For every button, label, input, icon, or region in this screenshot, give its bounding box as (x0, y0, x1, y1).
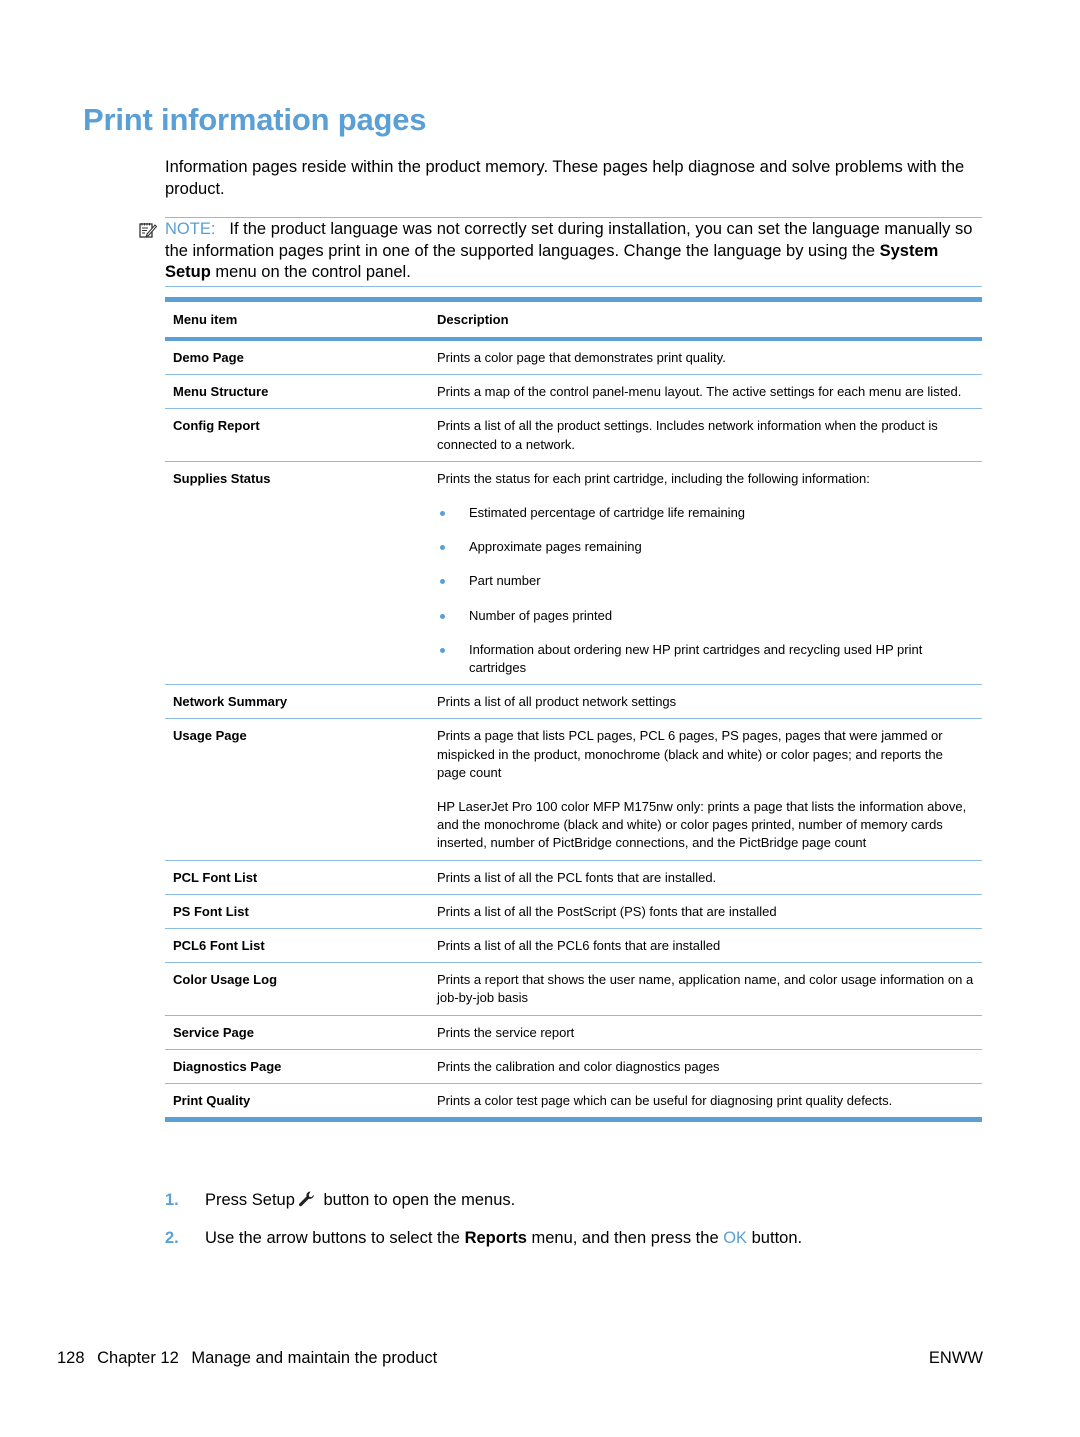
row-description: Prints a color page that demonstrates print quality. (437, 350, 726, 365)
row-description: Prints a report that shows the user name, application name, and color usage information on a job-by-job basis (437, 972, 974, 1006)
chapter-title: Manage and maintain the product (191, 1349, 438, 1367)
row-description: Prints a list of all the PCL6 fonts that are installed (437, 938, 721, 954)
bullet-item (437, 641, 974, 677)
note-pencil-icon (139, 222, 157, 238)
table-row (165, 963, 982, 1015)
row-item: PCL6 Font List (173, 938, 265, 954)
row-description: Prints the calibration and color diagnostics pages (437, 1058, 720, 1074)
row-description: Prints the status for each print cartridge, including the following information: (437, 470, 870, 486)
step-text: Press Setup (205, 1191, 295, 1209)
row-item: Network Summary (173, 694, 288, 710)
intro-paragraph: Information pages reside within the product memory. These pages help diagnose and solve problems with the product. (165, 158, 965, 198)
row-item: PCL Font List (173, 869, 258, 885)
page-number: 128 (57, 1349, 85, 1367)
menu-items-table (165, 297, 982, 1122)
table-row (165, 929, 982, 963)
steps-list (165, 1190, 995, 1266)
table-row (165, 685, 982, 719)
table-row (165, 1016, 982, 1050)
step-2 (165, 1228, 995, 1266)
page-title: Print information pages (83, 102, 427, 137)
row-description: Prints a color test page which can be useful for diagnosing print quality defects. (437, 1093, 893, 1109)
step-number: 1. (165, 1191, 179, 1209)
row-item: Demo Page (173, 350, 244, 365)
bullet-item (437, 607, 974, 625)
row-item: Menu Structure (173, 384, 269, 400)
table-row (165, 719, 982, 860)
row-item: Usage Page (173, 728, 247, 744)
header-description: Description (437, 312, 509, 327)
page-footer (57, 1349, 983, 1368)
step-1 (165, 1190, 995, 1228)
header-menu-item: Menu item (173, 312, 238, 327)
row-item: Supplies Status (173, 470, 271, 486)
reports-menu-label: Reports (464, 1229, 527, 1247)
row-description: Prints a list of all product network settings (437, 694, 677, 710)
bullet-text: Estimated percentage of cartridge life remaining (469, 505, 746, 521)
supplies-bullet-list (437, 504, 974, 677)
chapter-label: Chapter 12 (97, 1349, 179, 1367)
note-box (165, 217, 982, 287)
wrench-icon (298, 1190, 316, 1208)
row-description: Prints a list of all the PCL fonts that are installed. (437, 869, 717, 885)
table-header (165, 302, 982, 341)
row-description-m175nw: HP LaserJet Pro 100 color MFP M175nw only: prints a page that lists the information above, and the monochrome (black and white) or color pages printed, number of memory cards inserted, number of PictBridge connections, and the PictBridge page count (437, 799, 967, 851)
locale-code: ENWW (928, 1349, 983, 1367)
bullet-dot-icon (440, 614, 445, 619)
row-item: Config Report (173, 418, 260, 434)
row-item: Diagnostics Page (173, 1058, 282, 1074)
note-label: NOTE: (165, 220, 216, 238)
bullet-text: Approximate pages remaining (469, 539, 642, 555)
row-description: Prints the service report (437, 1024, 575, 1040)
row-item: Print Quality (173, 1093, 251, 1109)
step-text: button to open the menus. (318, 1191, 516, 1209)
bullet-text: Number of pages printed (469, 607, 613, 623)
bullet-dot-icon (440, 579, 445, 584)
row-description: Prints a list of all the PostScript (PS) fonts that are installed (437, 903, 777, 919)
table-row (165, 1084, 982, 1122)
table-row (165, 409, 982, 461)
bullet-dot-icon (440, 511, 445, 516)
row-description: Prints a list of all the product settings. Includes network information when the product is connected to a network. (437, 418, 938, 452)
bullet-item (437, 538, 974, 556)
row-item: Service Page (173, 1024, 254, 1040)
table-row (165, 861, 982, 895)
bullet-dot-icon (440, 545, 445, 550)
table-row (165, 1050, 982, 1084)
step-text: Use the arrow buttons to select the (205, 1229, 465, 1247)
note-text-before: If the product language was not correctly set during installation, you can set the language manually so the information pages print in one of the supported languages. Change the language by using the (165, 220, 973, 260)
table-row (165, 462, 982, 685)
row-item: Color Usage Log (173, 972, 278, 988)
row-description: Prints a page that lists PCL pages, PCL 6 pages, PS pages, pages that were jammed or mispicked in the product, monochrome (black and white) or color pages; and reports the page count (437, 728, 943, 780)
bullet-text: Part number (469, 573, 541, 589)
table-row (165, 341, 982, 375)
bullet-item (437, 504, 974, 522)
row-description: Prints a map of the control panel-menu layout. The active settings for each menu are listed. (437, 384, 962, 400)
step-text: menu, and then press the (526, 1229, 724, 1247)
row-item: PS Font List (173, 903, 249, 919)
step-text: button. (747, 1229, 803, 1247)
note-text-after: menu on the control panel. (210, 263, 411, 281)
table-row (165, 895, 982, 929)
bullet-text: Information about ordering new HP print cartridges and recycling used HP print cartridges (469, 641, 923, 676)
bullet-item (437, 572, 974, 590)
table-row (165, 375, 982, 409)
step-number: 2. (165, 1229, 179, 1247)
bullet-dot-icon (440, 648, 445, 653)
ok-button-label: OK (723, 1229, 748, 1247)
note-bold-system-setup: System Setup (165, 241, 939, 281)
